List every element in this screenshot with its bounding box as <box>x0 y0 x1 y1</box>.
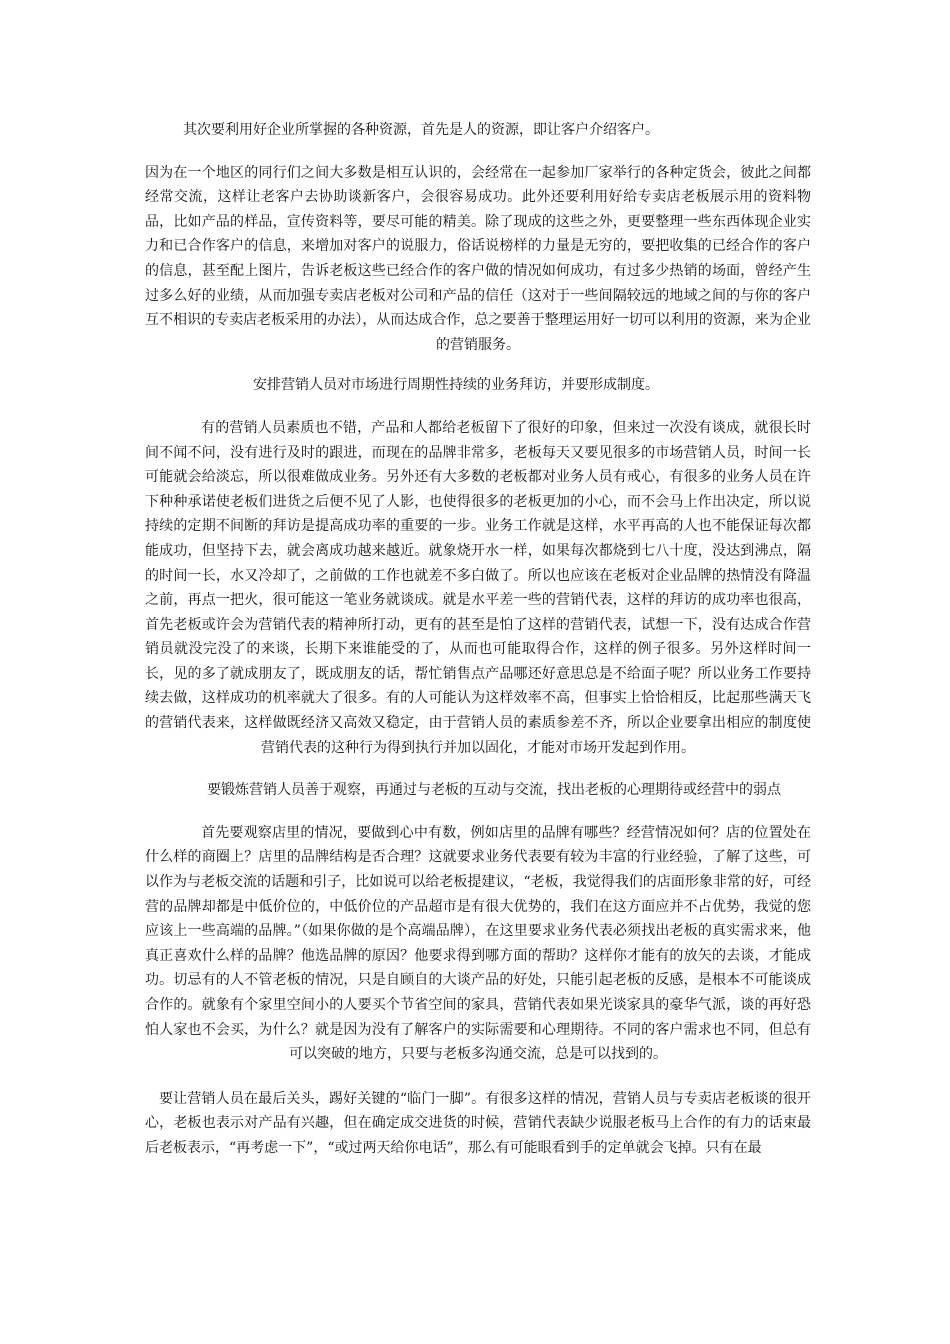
paragraph-observation: 首先要观察店里的情况，要做到心中有数，例如店里的品牌有哪些？经营情况如何？店的位置处在什么样的商圈上？店里的品牌结构是否合理？这就要求业务代表要有较为丰富的行业经验，了解了这些，可以作为与老板交流的话题和引子，比如说可以给老板提建议，“老板，我觉得我们的店面形象非常的好，可经营的品牌却都是中低价位的，中低价位的产品超市是有很大优势的，我们在这方面应并不占优势，我觉的您应该上一些高端的品牌。”（如果你做的是个高端品牌），在这里要求业务代表必须找出老板的真实需求来，他真正喜欢什么样的品牌？他选品牌的原因？他要求得到哪方面的帮助？这样你才能有的放矢的去谈，才能成功。切忌有的人不管老板的情况，只是自顾自的大谈产品的好处，只能引起老板的反感，是根本不可能谈成合作的。就象有个家里空间小的人要买个节省空间的家具，营销代表如果光谈家具的豪华气派，谈的再好恐怕人家也不会买，为什么？就是因为没有了解客户的实际需要和心理期待。不同的客户需求也不同，但总有可以突破的地方，只要与老板多沟通交流，总是可以找到的。 <box>145 824 811 1063</box>
paragraph-resources: 因为在一个地区的同行们之间大多数是相互认识的，会经常在一起参加厂家举行的各种定货会，彼此之间都经常交流，这样让老客户去协助谈新客户，会很容易成功。此外还要利用好给专卖店老板展示用的资料物品，比如产品的样品，宣传资料等，要尽可能的精美。除了现成的这些之外，更要整理一些东西体现企业实力和已合作客户的信息，来增加对客户的说服力，俗话说榜样的力量是无穷的，要把收集的已经合作的客户的信息，甚至配上图片，告诉老板这些已经合作的客户做的情况如何成功，有过多少热销的场面，曾经产生过多么好的业绩，从而加强专卖店老板对公司和产品的信任（这对于一些间隔较远的地域之间的与你的客户互不相识的专卖店老板采用的办法），从而达成合作，总之要善于整理运用好一切可以利用的资源，来为企业的营销服务。 <box>145 164 811 353</box>
section-heading-periodic-visits: 安排营销人员对市场进行周期性持续的业务拜访，并要形成制度。 <box>253 377 659 394</box>
section-heading-customer-referral: 其次要利用好企业所掌握的各种资源，首先是人的资源，即让客户介绍客户。 <box>183 122 659 138</box>
section-heading-observation: 要锻炼营销人员善于观察，再通过与老板的互动与交流，找出老板的心理期待或经营中的弱点 <box>207 782 781 799</box>
document-page <box>145 118 811 1161</box>
paragraph-closing-deal: 要让营销人员在最后关头，踢好关键的“临门一脚”。有很多这样的情况，营销人员与专卖店老板谈的很开心，老板也表示对产品有兴趣，但在确定成交进货的时候，营销代表缺少说服老板马上合作的有力的话束最后老板表示，“再考虑一下”，“或过两天给你电话”，那么有可能眼看到手的定单就会飞掉。只有在最 <box>145 1090 811 1156</box>
paragraph-periodic-visits: 有的营销人员素质也不错，产品和人都给老板留下了很好的印象，但来过一次没有谈成，就很长时间不闻不问，没有进行及时的跟进，而现在的品牌非常多，老板每天又要见很多的市场营销人员，时间一长可能就会给淡忘，所以很难做成业务。另外还有大多数的老板都对业务人员有戒心，有很多的业务人员在许下种种承诺使老板们进货之后便不见了人影，也使得很多的老板更加的小心，而不会马上作出决定，所以说持续的定期不间断的拜访是提高成功率的重要的一步。业务工作就是这样，水平再高的人也不能保证每次都能成功，但坚持下去，就会离成功越来越近。就象烧开水一样，如果每次都烧到七八十度，没达到沸点，隔的时间一长，水又冷却了，之前做的工作也就差不多白做了。所以也应该在老板对企业品牌的热情没有降温之前，再点一把火，很可能这一笔业务就谈成。就是水平差一些的营销代表，这样的拜访的成功率也很高，首先老板或许会为营销代表的精神所打动，更有的甚至是怕了这样的营销代表，试想一下，没有达成合作营销员就没完没了的来谈，长期下来谁能受的了，从而也可能取得合作，这样的例子很多。另外这样时间一长，见的多了就成朋友了，既成朋友的话，帮忙销售点产品哪还好意思总是不给面子呢？所以业务工作要持续去做，这样成功的机率就大了很多。有的人可能认为这样效率不高，但事实上恰恰相反，比起那些满天飞的营销代表来，这样做既经济又高效又稳定，由于营销人员的素质参差不齐，所以企业要拿出相应的制度使营销代表的这种行为得到执行并加以固化，才能对市场开发起到作用。 <box>145 419 811 756</box>
